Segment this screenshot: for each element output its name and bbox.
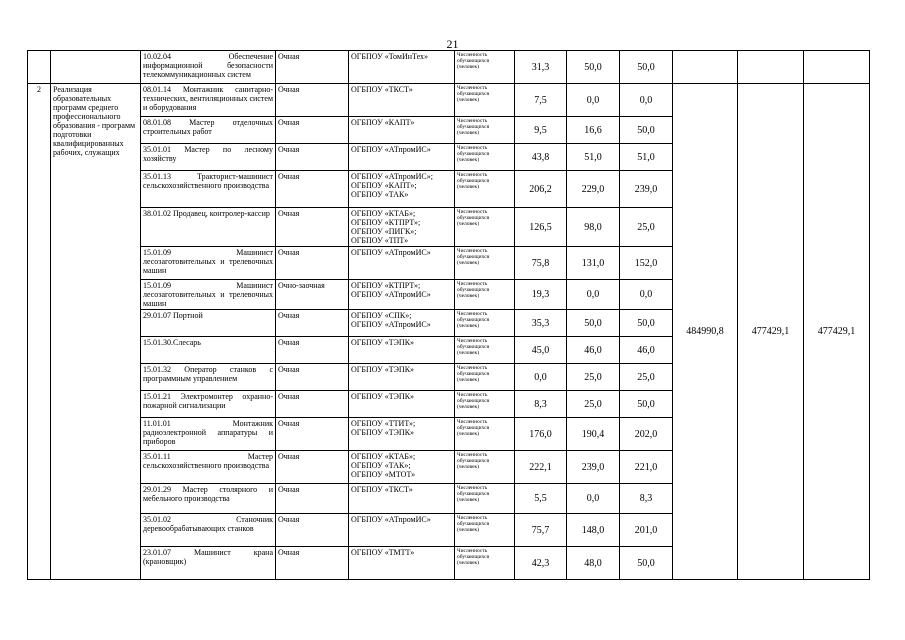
value-year-2-cell: 51,0 bbox=[567, 144, 620, 171]
education-form-cell: Очная bbox=[276, 364, 349, 391]
program-name-cell: 10.02.04 Обеспечение информационной безопасности телекоммуникационных систем bbox=[141, 51, 276, 84]
value-year-2-cell: 131,0 bbox=[567, 247, 620, 280]
value-year-2-cell: 50,0 bbox=[567, 310, 620, 337]
total-empty-cell bbox=[738, 51, 804, 84]
program-name-cell: 15.01.09 Машинист лесозаготовительных и трелевочных машин bbox=[141, 247, 276, 280]
value-year-3-cell: 152,0 bbox=[620, 247, 673, 280]
value-year-3-cell: 50,0 bbox=[620, 310, 673, 337]
education-form-cell: Очная bbox=[276, 208, 349, 247]
indicator-cell: Численность обучающихся (человек) bbox=[455, 418, 515, 451]
education-form-cell: Очная bbox=[276, 247, 349, 280]
value-year-1-cell: 5,5 bbox=[515, 484, 567, 514]
value-year-2-cell: 148,0 bbox=[567, 514, 620, 547]
education-form-cell: Очная bbox=[276, 51, 349, 84]
value-year-1-cell: 0,0 bbox=[515, 364, 567, 391]
value-year-3-cell: 50,0 bbox=[620, 51, 673, 84]
value-year-3-cell: 51,0 bbox=[620, 144, 673, 171]
institution-name: ОГБПОУ «АТпромИС» bbox=[351, 515, 431, 524]
program-name-cell: 15.01.21 Электромонтер охранно-пожарной сигнализации bbox=[141, 391, 276, 418]
value-year-2-cell: 50,0 bbox=[567, 51, 620, 84]
value-year-1-cell: 206,2 bbox=[515, 171, 567, 208]
program-name-cell: 15.01.30.Слесарь bbox=[141, 337, 276, 364]
education-form-cell: Очная bbox=[276, 514, 349, 547]
institution-name: ОГБПОУ «ТАК»; bbox=[351, 461, 411, 470]
institution-name: ОГБПОУ «АТпромИС» bbox=[351, 320, 431, 329]
institution-cell bbox=[349, 391, 455, 418]
program-name-cell: 38.01.02 Продавец, контролер-кассир bbox=[141, 208, 276, 247]
institution-name: ОГБПОУ «ТЭПК» bbox=[351, 428, 415, 437]
funding-total-cell-3: 477429,1 bbox=[804, 84, 870, 580]
value-year-1-cell: 45,0 bbox=[515, 337, 567, 364]
institution-cell bbox=[349, 484, 455, 514]
value-year-2-cell: 0,0 bbox=[567, 280, 620, 310]
institution-name: ОГБПОУ «КАПТ»; bbox=[351, 181, 417, 190]
total-empty-cell bbox=[673, 51, 738, 84]
value-year-3-cell: 201,0 bbox=[620, 514, 673, 547]
value-year-1-cell: 7,5 bbox=[515, 84, 567, 117]
program-name-cell: 15.01.09 Машинист лесозаготовительных и трелевочных машин bbox=[141, 280, 276, 310]
indicator-cell: Численность обучающихся (человек) bbox=[455, 51, 515, 84]
institution-name: ОГБПОУ «ПИГК»; bbox=[351, 227, 417, 236]
program-name-cell: 08.01.08 Мастер отделочных строительных работ bbox=[141, 117, 276, 144]
value-year-3-cell: 25,0 bbox=[620, 208, 673, 247]
education-form-cell: Очная bbox=[276, 144, 349, 171]
institution-name: ОГБПОУ «КАПТ» bbox=[351, 118, 415, 127]
institution-cell bbox=[349, 451, 455, 484]
institution-name: ОГБПОУ «КТАБ»; bbox=[351, 452, 416, 461]
indicator-cell: Численность обучающихся (человек) bbox=[455, 451, 515, 484]
value-year-3-cell: 0,0 bbox=[620, 280, 673, 310]
institution-cell bbox=[349, 310, 455, 337]
value-year-2-cell: 25,0 bbox=[567, 391, 620, 418]
program-name-cell: 35.01.11 Мастер сельскохозяйственного производства bbox=[141, 451, 276, 484]
indicator-cell: Численность обучающихся (человек) bbox=[455, 391, 515, 418]
institution-cell bbox=[349, 84, 455, 117]
value-year-1-cell: 43,8 bbox=[515, 144, 567, 171]
institution-name: ОГБПОУ «МТОТ» bbox=[351, 470, 416, 479]
value-year-2-cell: 48,0 bbox=[567, 547, 620, 580]
indicator-cell: Численность обучающихся (человек) bbox=[455, 117, 515, 144]
value-year-2-cell: 46,0 bbox=[567, 337, 620, 364]
institution-name: ОГБПОУ «АТпромИС» bbox=[351, 248, 431, 257]
institution-name: ОГБПОУ «ТомИнТех» bbox=[351, 52, 429, 61]
value-year-1-cell: 8,3 bbox=[515, 391, 567, 418]
institution-cell bbox=[349, 280, 455, 310]
program-name-cell: 29.01.07 Портной bbox=[141, 310, 276, 337]
state-task-table bbox=[27, 50, 870, 580]
institution-name: ОГБПОУ «АТпромИС» bbox=[351, 290, 431, 299]
institution-name: ОГБПОУ «ТКСТ» bbox=[351, 85, 413, 94]
value-year-3-cell: 50,0 bbox=[620, 547, 673, 580]
institution-name: ОГБПОУ «ТПТ» bbox=[351, 236, 409, 245]
institution-name: ОГБПОУ «КТПРТ»; bbox=[351, 218, 421, 227]
institution-name: ОГБПОУ «АТпромИС»; bbox=[351, 172, 433, 181]
indicator-cell: Численность обучающихся (человек) bbox=[455, 208, 515, 247]
value-year-2-cell: 25,0 bbox=[567, 364, 620, 391]
education-form-cell: Очная bbox=[276, 337, 349, 364]
value-year-1-cell: 222,1 bbox=[515, 451, 567, 484]
value-year-1-cell: 176,0 bbox=[515, 418, 567, 451]
program-name-cell: 29.01.29 Мастер столярного и мебельного производства bbox=[141, 484, 276, 514]
program-name-cell: 15.01.32 Оператор станков с программным управлением bbox=[141, 364, 276, 391]
value-year-2-cell: 16,6 bbox=[567, 117, 620, 144]
institution-cell bbox=[349, 337, 455, 364]
value-year-1-cell: 19,3 bbox=[515, 280, 567, 310]
program-name-cell: 11.01.01 Монтажник радиоэлектронной аппаратуры и приборов bbox=[141, 418, 276, 451]
institution-cell bbox=[349, 547, 455, 580]
value-year-3-cell: 50,0 bbox=[620, 117, 673, 144]
value-year-2-cell: 229,0 bbox=[567, 171, 620, 208]
value-year-3-cell: 0,0 bbox=[620, 84, 673, 117]
value-year-3-cell: 239,0 bbox=[620, 171, 673, 208]
value-year-3-cell: 8,3 bbox=[620, 484, 673, 514]
row-index-cell bbox=[28, 51, 51, 84]
education-form-cell: Очная bbox=[276, 451, 349, 484]
value-year-3-cell: 46,0 bbox=[620, 337, 673, 364]
institution-name: ОГБПОУ «ТТИТ»; bbox=[351, 419, 416, 428]
value-year-2-cell: 239,0 bbox=[567, 451, 620, 484]
institution-name: ОГБПОУ «ТЭПК» bbox=[351, 338, 415, 347]
indicator-cell: Численность обучающихся (человек) bbox=[455, 310, 515, 337]
value-year-1-cell: 75,8 bbox=[515, 247, 567, 280]
institution-name: ОГБПОУ «АТпромИС» bbox=[351, 145, 431, 154]
education-form-cell: Очная bbox=[276, 310, 349, 337]
institution-name: ОГБПОУ «КТПРТ»; bbox=[351, 281, 421, 290]
institution-name: ОГБПОУ «ТЭПК» bbox=[351, 365, 415, 374]
institution-name: ОГБПОУ «ТАК» bbox=[351, 190, 409, 199]
table-row bbox=[28, 84, 870, 117]
institution-cell bbox=[349, 51, 455, 84]
institution-name: ОГБПОУ «СПК»; bbox=[351, 311, 412, 320]
value-year-1-cell: 35,3 bbox=[515, 310, 567, 337]
education-form-cell: Очная bbox=[276, 117, 349, 144]
institution-name: ОГБПОУ «ТКСТ» bbox=[351, 485, 413, 494]
program-name-cell: 08.01.14 Монтажник санитарно-технических, вентиляционных систем и оборудования bbox=[141, 84, 276, 117]
page-number: 21 bbox=[446, 37, 459, 51]
institution-name: ОГБПОУ «ТЭПК» bbox=[351, 392, 415, 401]
task-name-cell bbox=[51, 51, 141, 84]
value-year-1-cell: 75,7 bbox=[515, 514, 567, 547]
institution-cell bbox=[349, 364, 455, 391]
indicator-cell: Численность обучающихся (человек) bbox=[455, 547, 515, 580]
value-year-1-cell: 31,3 bbox=[515, 51, 567, 84]
institution-cell bbox=[349, 418, 455, 451]
education-form-cell: Очная bbox=[276, 84, 349, 117]
program-name-cell: 35.01.13 Тракторист-машинист сельскохозяйственного производства bbox=[141, 171, 276, 208]
value-year-3-cell: 25,0 bbox=[620, 364, 673, 391]
value-year-2-cell: 0,0 bbox=[567, 484, 620, 514]
institution-cell bbox=[349, 514, 455, 547]
education-form-cell: Очная bbox=[276, 391, 349, 418]
institution-cell bbox=[349, 208, 455, 247]
value-year-3-cell: 221,0 bbox=[620, 451, 673, 484]
funding-total-cell-1: 484990,8 bbox=[673, 84, 738, 580]
indicator-cell: Численность обучающихся (человек) bbox=[455, 280, 515, 310]
institution-cell bbox=[349, 171, 455, 208]
indicator-cell: Численность обучающихся (человек) bbox=[455, 171, 515, 208]
value-year-3-cell: 202,0 bbox=[620, 418, 673, 451]
value-year-2-cell: 0,0 bbox=[567, 84, 620, 117]
indicator-cell: Численность обучающихся (человек) bbox=[455, 144, 515, 171]
education-form-cell: Очная bbox=[276, 547, 349, 580]
indicator-cell: Численность обучающихся (человек) bbox=[455, 337, 515, 364]
total-empty-cell bbox=[804, 51, 870, 84]
education-form-cell: Очная bbox=[276, 484, 349, 514]
program-name-cell: 23.01.07 Машинист крана (крановщик) bbox=[141, 547, 276, 580]
value-year-2-cell: 98,0 bbox=[567, 208, 620, 247]
value-year-1-cell: 9,5 bbox=[515, 117, 567, 144]
institution-cell bbox=[349, 144, 455, 171]
task-name-cell: Реализация образовательных программ среднего профессионального образования - программ подготовки квалифицированных рабочих, служащих bbox=[51, 84, 141, 580]
institution-name: ОГБПОУ «КТАБ»; bbox=[351, 209, 416, 218]
indicator-cell: Численность обучающихся (человек) bbox=[455, 514, 515, 547]
program-name-cell: 35.01.02 Станочник деревообрабатывающих станков bbox=[141, 514, 276, 547]
value-year-2-cell: 190,4 bbox=[567, 418, 620, 451]
table-body bbox=[28, 51, 870, 580]
indicator-cell: Численность обучающихся (человек) bbox=[455, 84, 515, 117]
institution-cell bbox=[349, 117, 455, 144]
indicator-cell: Численность обучающихся (человек) bbox=[455, 247, 515, 280]
value-year-3-cell: 50,0 bbox=[620, 391, 673, 418]
row-index-cell: 2 bbox=[28, 84, 51, 580]
table-row bbox=[28, 51, 870, 84]
indicator-cell: Численность обучающихся (человек) bbox=[455, 364, 515, 391]
education-form-cell: Очно-заочная bbox=[276, 280, 349, 310]
value-year-1-cell: 126,5 bbox=[515, 208, 567, 247]
value-year-1-cell: 42,3 bbox=[515, 547, 567, 580]
education-form-cell: Очная bbox=[276, 418, 349, 451]
education-form-cell: Очная bbox=[276, 171, 349, 208]
funding-total-cell-2: 477429,1 bbox=[738, 84, 804, 580]
institution-name: ОГБПОУ «ТМТТ» bbox=[351, 548, 415, 557]
institution-cell bbox=[349, 247, 455, 280]
program-name-cell: 35.01.01 Мастер по лесному хозяйству bbox=[141, 144, 276, 171]
indicator-cell: Численность обучающихся (человек) bbox=[455, 484, 515, 514]
